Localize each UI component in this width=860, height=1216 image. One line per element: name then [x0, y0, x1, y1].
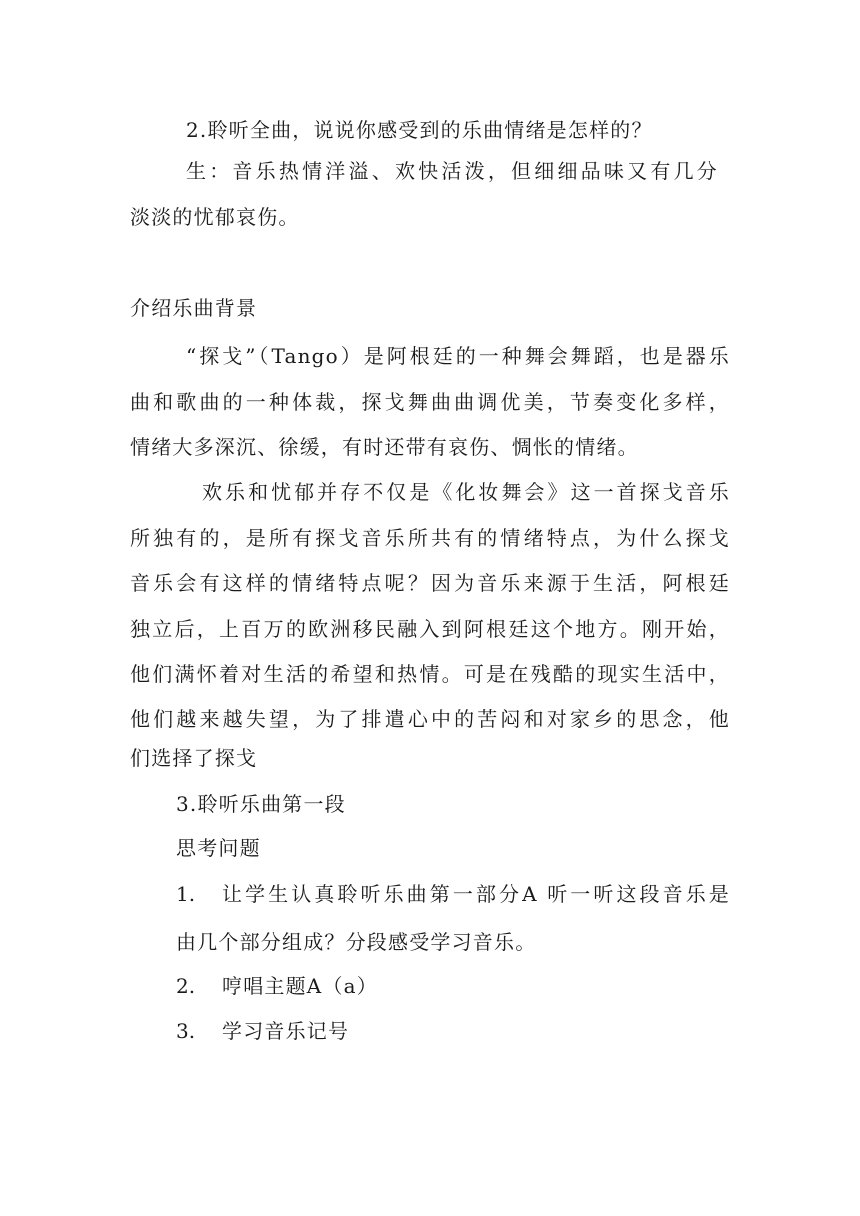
question-2: 2.聆听全曲，说说你感受到的乐曲情绪是怎样的？ [186, 118, 653, 142]
section-heading-listen-part1: 3.聆听乐曲第一段 [176, 792, 346, 816]
para1-line-3: 情绪大多深沉、徐缓，有时还带有哀伤、惆怅的情绪。 [130, 435, 639, 459]
para2-line-4: 独立后，上百万的欧洲移民融入到阿根廷这个地方。刚开始， [130, 617, 730, 641]
list-item-number: 2. [176, 974, 196, 998]
para2-line-7: 们选择了探戈 [130, 746, 258, 770]
list-item-text-continued: 由几个部分组成？分段感受学习音乐。 [176, 930, 537, 954]
para2-line-5: 他们满怀着对生活的希望和热情。可是在残酷的现实生活中， [130, 662, 730, 686]
list-item-number: 1. [176, 882, 196, 906]
para2-line-6: 他们越来越失望，为了排遣心中的苦闷和对家乡的思念，他 [130, 707, 730, 731]
list-item-text: 哼唱主题A（a） [222, 974, 378, 998]
para2-line-1: 欢乐和忧郁并存不仅是《化妆舞会》这一首探戈音乐 [202, 480, 730, 504]
section-subheading-questions: 思考问题 [176, 836, 261, 860]
para1-line-2: 曲和歌曲的一种体裁，探戈舞曲曲调优美，节奏变化多样， [130, 390, 730, 414]
answer-line-2: 淡淡的忧郁哀伤。 [130, 205, 300, 229]
answer-line-1: 生：音乐热情洋溢、欢快活泼，但细细品味又有几分 [186, 159, 718, 183]
section-heading-background: 介绍乐曲背景 [130, 296, 258, 320]
list-item-text: 让学生认真聆听乐曲第一部分A 听一听这段音乐是 [222, 882, 730, 906]
para2-line-3: 音乐会有这样的情绪特点呢？因为音乐来源于生活，阿根廷 [130, 571, 730, 595]
list-item-number: 3. [176, 1019, 196, 1043]
list-item-text: 学习音乐记号 [222, 1019, 350, 1043]
para2-line-2: 所独有的，是所有探戈音乐所共有的情绪特点，为什么探戈 [130, 526, 730, 550]
para1-line-1: “探戈”（Tango）是阿根廷的一种舞会舞蹈，也是器乐 [186, 344, 730, 368]
